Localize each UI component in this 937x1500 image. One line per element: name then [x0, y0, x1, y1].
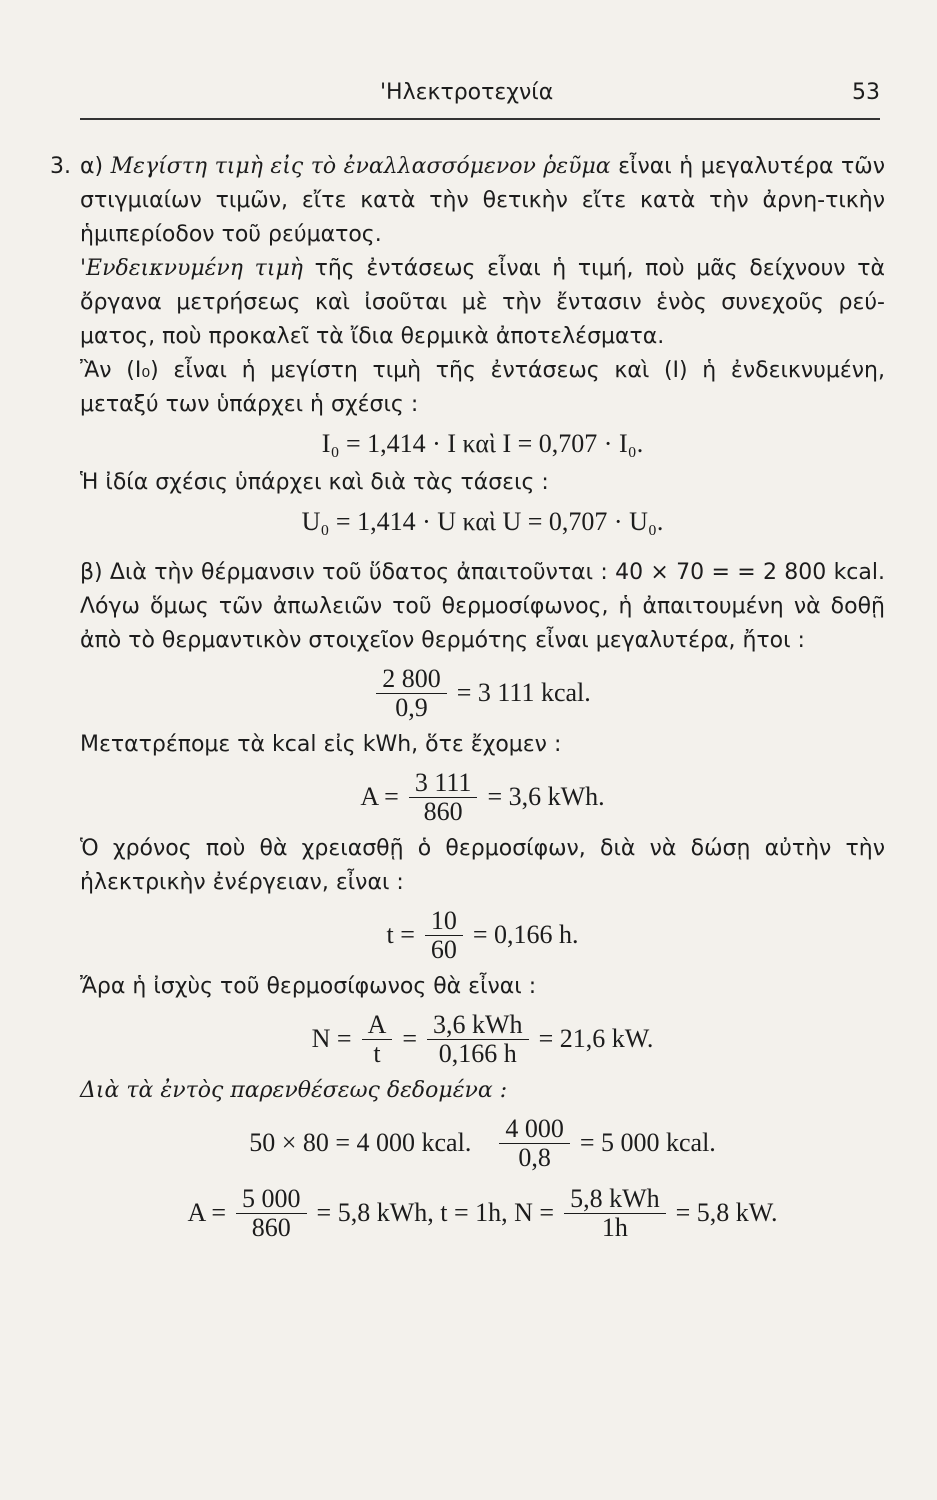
paragraph-b5: Διὰ τὰ ἐντὸς παρενθέσεως δεδομένα : [80, 1078, 508, 1103]
paragraph-a1: 3. α) Μεγίστη τιμὴ εἰς τὸ ἐναλλασσόμενον ῥεῦμα εἶναι ἡ μεγαλυτέρα τῶν στιγμιαίων τιμῶν, εἴτε κατὰ τὴν θετικὴν εἴτε κατὰ τὴν ἀρνη-τικὴν ἡμιπερίοδον τοῦ ρεύματος. [80, 150, 885, 252]
header-rule [80, 118, 880, 120]
page-body [50, 150, 885, 1248]
equation-time: t = $\frac{10}{60}$ = 0,166 h. [386, 905, 579, 964]
term-max-value: Μεγίστη τιμὴ εἰς τὸ ἐναλλασσόμενον ῥεῦμα [110, 154, 611, 179]
page-number: 53 [852, 80, 880, 105]
equation-alt-result: A = $\frac{5 000}{860}$ = 5,8 kWh, t = 1h, N = $\frac{\text{5,8 kWh}}{1h}$ = 5,8 kW. [187, 1183, 778, 1242]
paragraph-a3: Ἂν (I₀) εἶναι ἡ μεγίστη τιμὴ τῆς ἐντάσεως καὶ (I) ἡ ἐνδεικνυμένη, μεταξύ των ὑπάρχει ἡ σχέσις : [80, 358, 885, 417]
equation-power: N = $\frac{A}{t}$ = $\frac{\text{3,6 kWh}}{0,166 h}$ = 21,6 kW. [311, 1009, 654, 1068]
equation-current: I₀ = 1,414 · I καὶ I = 0,707 · I₀. [321, 429, 644, 458]
equation-energy: A = $\frac{3 111}{860}$ = 3,6 kWh. [360, 767, 605, 826]
item-number: 3. [50, 154, 71, 179]
paragraph-a2: 'Ενδεικνυμένη τιμὴ τῆς ἐντάσεως εἶναι ἡ τιμή, ποὺ μᾶς δείχνουν τὰ ὄργανα μετρήσεως καὶ ἰσοῦται μὲ τὴν ἔντασιν ἑνὸς συνεχοῦς ρεύ-ματος, ποὺ προκαλεῖ τὰ ἴδια θερμικὰ ἀποτελέσματα. [80, 256, 885, 349]
term-rms-value: 'Ενδεικνυμένη τιμὴ [80, 256, 303, 281]
equation-alt-heat: 50 × 80 = 4 000 kcal. $\frac{4 000}{0,8}$ = 5 000 kcal. [249, 1113, 716, 1172]
paragraph-a4: Ἡ ἰδία σχέσις ὑπάρχει καὶ διὰ τὰς τάσεις : [80, 470, 549, 495]
running-title: 'Ηλεκτροτεχνία [380, 80, 554, 105]
equation-heat: $\frac{2 800}{0,9}$ = 3 111 kcal. [80, 658, 885, 728]
paragraph-b2: Μετατρέπομε τὰ kcal εἰς kWh, ὅτε ἔχομεν : [80, 732, 562, 757]
page-header [80, 80, 880, 116]
equation-voltage: U₀ = 1,414 · U καὶ U = 0,707 · U₀. [301, 507, 664, 536]
paragraph-b1: β) Διὰ τὴν θέρμανσιν τοῦ ὕδατος ἀπαιτοῦνται : 40 × 70 = = 2 800 kcal. Λόγω ὅμως τῶν ἀπωλειῶν τοῦ θερμοσίφωνος, ἡ ἀπαιτουμένη νὰ δοθῇ ἀπὸ τὸ θερμαντικὸν στοιχεῖον θερμότης εἶναι μεγαλυτέρα, ἤτοι : [80, 560, 885, 653]
paragraph-b3: Ὁ χρόνος ποὺ θὰ χρειασθῇ ὁ θερμοσίφων, διὰ νὰ δώσῃ αὐτὴν τὴν ἠλεκτρικὴν ἐνέργειαν, εἶναι : [80, 836, 885, 895]
paragraph-b4: Ἄρα ἡ ἰσχὺς τοῦ θερμοσίφωνος θὰ εἶναι : [80, 974, 537, 999]
